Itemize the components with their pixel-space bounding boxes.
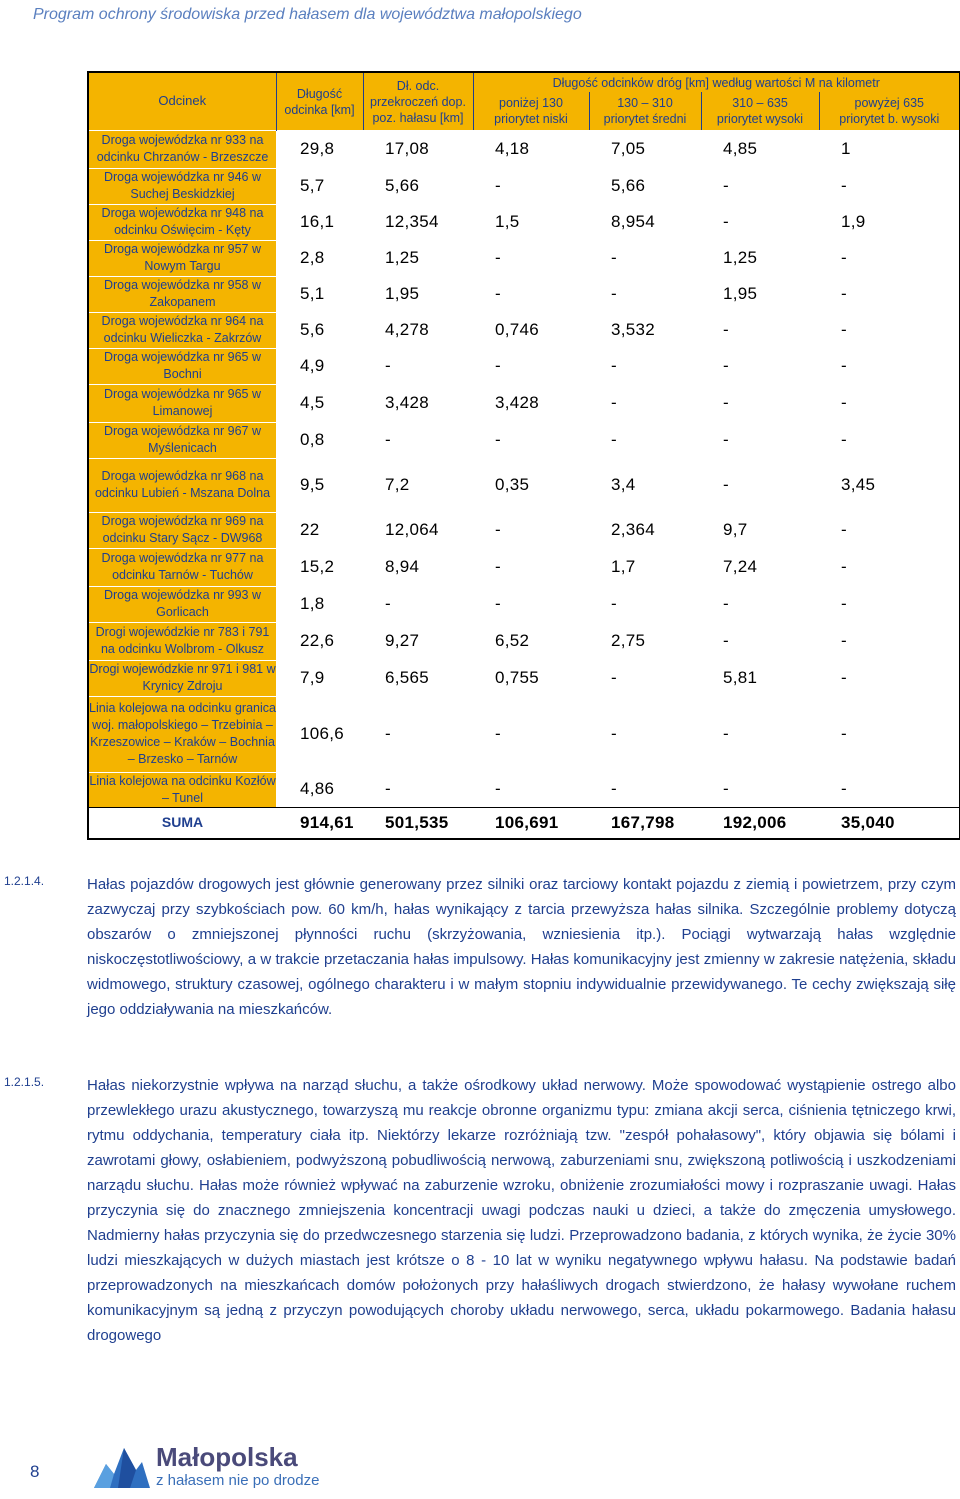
- table-row: [88, 622, 960, 660]
- row-value: -: [611, 356, 617, 375]
- row-value: 1,95: [385, 284, 420, 303]
- row-value: -: [841, 356, 847, 375]
- row-name: Linia kolejowa na odcinku granica woj. małopolskiego – Trzebinia – Krzeszowice – Kraków – Bochnia – Brzesko – Tarnów: [88, 696, 276, 772]
- header-band-1: [473, 92, 589, 130]
- row-value: -: [723, 320, 729, 339]
- logo-title: Małopolska: [156, 1442, 298, 1472]
- paragraph-number: 1.2.1.4.: [4, 874, 45, 888]
- row-value: -: [495, 430, 501, 449]
- table-row: [88, 512, 960, 548]
- row-value: 2,8: [300, 248, 325, 267]
- row-name: Droga wojewódzka nr 965 w Limanowej: [88, 384, 276, 422]
- row-value: -: [385, 724, 391, 743]
- band-range: 130 – 310: [617, 96, 673, 110]
- row-value: 17,08: [385, 139, 430, 158]
- row-value: -: [495, 724, 501, 743]
- header-przekroczen: Dł. odc. przekroczeń dop. poz. hałasu [km]: [363, 72, 473, 130]
- row-value: -: [841, 520, 847, 539]
- row-value: -: [495, 557, 501, 576]
- row-value: 1,8: [300, 594, 325, 613]
- row-value: 6,565: [385, 668, 430, 687]
- row-value: 8,94: [385, 557, 420, 576]
- row-value: -: [841, 176, 847, 195]
- band-range: poniżej 130: [499, 96, 563, 110]
- header-group: Długość odcinków dróg [km] według wartości M na kilometr: [473, 72, 960, 92]
- row-value: -: [841, 430, 847, 449]
- row-value: 4,85: [723, 139, 758, 158]
- row-value: -: [841, 393, 847, 412]
- row-value: -: [385, 779, 391, 799]
- row-value: -: [841, 779, 847, 799]
- sum-value: 501,535: [363, 807, 473, 839]
- row-name: Droga wojewódzka nr 968 na odcinku Lubień - Mszana Dolna: [88, 458, 276, 512]
- row-value: 15,2: [300, 557, 335, 576]
- sum-value: 35,040: [819, 807, 960, 839]
- page-header-title: Program ochrony środowiska przed hałasem dla województwa małopolskiego: [33, 6, 582, 23]
- paragraph: Hałas niekorzystnie wpływa na narząd słuchu, a także ośrodkowy układ nerwowy. Może spowodować wystąpienie ostrego albo przewlekłego urazu akustycznego, towarzyszą mu reakcje obronne organizmu typu: zmiana akcji serca, ciśnienia tętniczego krwi, rytmu oddychania, temperatury ciała itp. Niektórzy lekarze rozróżniają tzw. "zespół pohałasowy", który objawia się bólami i zawrotami głowy, osłabieniem, podwyższoną pobudliwością nerwową, zaburzeniami snu, zwiększoną potliwością i uszkodzeniami narządu słuchu. Hałas może również wpływać na zaburzenie wzroku, obniżenie zrozumiałości mowy i rozpraszanie uwagi. Hałas przyczynia się do znacznego zmniejszenia koncentracji uwagi podczas nauki u dzieci, a także do zmęczenia umysłowego. Nadmierny hałas przyczynia się do przedwczesnego starzenia się ludzi. Przeprowadzono badania, z których wynika, że życie 30% ludzi mieszkających w dużych miastach jest krótsze o 8 - 10 lat w wyniku negatywnego wpływu hałasu. Na podstawie badań przeprowadzonych na mieszkańcach domów położonych przy hałaśliwych drogach stwierdzono, że hałasy wywołane ruchem komunikacyjnym są jedną z przyczyn powodujących choroby układu nerwowego, serca, układu pokarmowego. Badania hałasu drogowego: [87, 1077, 956, 1344]
- row-value: -: [611, 668, 617, 687]
- row-value: 22: [300, 520, 320, 539]
- noise-table: [87, 71, 960, 840]
- row-value: 8,954: [611, 212, 656, 231]
- band-range: powyżej 635: [854, 96, 925, 110]
- row-value: 7,05: [611, 139, 646, 158]
- row-value: 1,5: [495, 212, 520, 231]
- table-row: [88, 168, 960, 204]
- row-value: -: [495, 594, 501, 613]
- band-priority: priorytet niski: [494, 112, 568, 126]
- row-value: 22,6: [300, 631, 335, 650]
- row-name: Droga wojewódzka nr 993 w Gorlicach: [88, 586, 276, 622]
- sum-value: 106,691: [473, 807, 589, 839]
- table-row: [88, 696, 960, 772]
- row-value: 3,428: [495, 393, 540, 412]
- row-value: 0,35: [495, 475, 530, 494]
- row-name: Droga wojewódzka nr 946 w Suchej Beskidzkiej: [88, 168, 276, 204]
- row-value: 0,746: [495, 320, 540, 339]
- row-value: -: [723, 594, 729, 613]
- row-value: -: [611, 393, 617, 412]
- row-value: -: [495, 779, 501, 799]
- row-value: -: [723, 393, 729, 412]
- table-row: [88, 548, 960, 586]
- row-name: Droga wojewódzka nr 948 na odcinku Oświęcim - Kęty: [88, 204, 276, 240]
- sum-value: 167,798: [589, 807, 701, 839]
- paragraph: Hałas pojazdów drogowych jest głównie generowany przez silniki oraz tarciowy kontakt pojazdu z ziemią i powietrzem, przy czym zazwyczaj przy szybkościach pow. 60 km/h, hałas wynikający z tarcia przewyższa hałas silnika. Szczególnie problemy dotyczą obszarów o zmniejszonej płynności ruchu (skrzyżowania, wzniesienia itp.). Pociągi wytwarzają hałas względnie niskoczęstotliwościowy, a w trakcie przetaczania hałas impulsowy. Hałas komunikacyjny jest zmienny w zakresie natężenia, składu widmowego, struktury czasowej, ogólnego charakteru i w małym stopniu indywidualnie przewidywanego. Te cechy zwiększają siłę jego oddziaływania na mieszkańców.: [87, 876, 956, 1018]
- row-value: -: [841, 668, 847, 687]
- row-name: Droga wojewódzka nr 969 na odcinku Stary Sącz - DW968: [88, 512, 276, 548]
- row-value: -: [611, 724, 617, 743]
- row-value: -: [385, 356, 391, 375]
- row-name: Droga wojewódzka nr 965 w Bochni: [88, 348, 276, 384]
- row-value: 9,5: [300, 475, 325, 494]
- row-value: 5,66: [611, 176, 646, 195]
- row-value: 5,1: [300, 284, 325, 303]
- header-dlugosc: Długość odcinka [km]: [276, 72, 363, 130]
- table-body: [88, 130, 960, 839]
- table-row: [88, 240, 960, 276]
- table-row: [88, 204, 960, 240]
- row-name: Droga wojewódzka nr 958 w Zakopanem: [88, 276, 276, 312]
- band-range: 310 – 635: [732, 96, 788, 110]
- logo-subtitle: z hałasem nie po drodze: [156, 1472, 320, 1489]
- row-value: -: [841, 320, 847, 339]
- row-value: -: [495, 520, 501, 539]
- table-row: [88, 312, 960, 348]
- sum-value: 914,61: [276, 807, 363, 839]
- row-value: -: [495, 248, 501, 267]
- band-priority: priorytet b. wysoki: [839, 112, 940, 126]
- row-value: 106,6: [300, 724, 345, 743]
- row-value: -: [841, 724, 847, 743]
- noise-table-wrapper: [87, 71, 960, 840]
- row-name: Droga wojewódzka nr 957 w Nowym Targu: [88, 240, 276, 276]
- paragraph-number: 1.2.1.5.: [4, 1075, 45, 1089]
- logo-icon: [92, 1440, 152, 1492]
- row-value: -: [723, 356, 729, 375]
- table-row: [88, 586, 960, 622]
- header-band-3: [701, 92, 819, 130]
- row-value: 3,532: [611, 320, 656, 339]
- header-band-4: [819, 92, 960, 130]
- row-value: 4,9: [300, 356, 325, 375]
- row-value: 4,278: [385, 320, 430, 339]
- row-value: 9,27: [385, 631, 420, 650]
- row-value: -: [611, 430, 617, 449]
- row-value: -: [723, 212, 729, 231]
- row-value: -: [723, 631, 729, 650]
- row-value: 3,4: [611, 475, 636, 494]
- row-name: Drogi wojewódzkie nr 971 i 981 w Krynicy Zdroju: [88, 660, 276, 696]
- row-value: -: [723, 475, 729, 494]
- row-value: 3,428: [385, 393, 430, 412]
- row-value: -: [495, 356, 501, 375]
- row-name: Droga wojewódzka nr 977 na odcinku Tarnów - Tuchów: [88, 548, 276, 586]
- row-value: -: [385, 430, 391, 449]
- row-value: -: [495, 176, 501, 195]
- row-value: 0,8: [300, 430, 325, 449]
- sum-label: SUMA: [88, 807, 276, 839]
- row-value: 1,95: [723, 284, 758, 303]
- row-value: 1,7: [611, 557, 636, 576]
- row-value: -: [841, 248, 847, 267]
- row-value: 7,24: [723, 557, 758, 576]
- row-name: Droga wojewódzka nr 964 na odcinku Wieliczka - Zakrzów: [88, 312, 276, 348]
- row-value: -: [385, 594, 391, 613]
- row-value: -: [723, 430, 729, 449]
- row-value: 4,5: [300, 393, 325, 412]
- table-row: [88, 348, 960, 384]
- row-value: 1: [841, 139, 851, 158]
- sum-row: [88, 807, 960, 839]
- row-name: Drogi wojewódzkie nr 783 i 791 na odcinku Wolbrom - Olkusz: [88, 622, 276, 660]
- row-value: 7,2: [385, 475, 410, 494]
- header-odcinek: Odcinek: [88, 72, 276, 130]
- row-value: 7,9: [300, 668, 325, 687]
- table-row: [88, 384, 960, 422]
- row-name: Droga wojewódzka nr 933 na odcinku Chrzanów - Brzeszcze: [88, 130, 276, 168]
- row-value: 4,86: [300, 779, 335, 799]
- table-row: [88, 772, 960, 807]
- row-value: -: [611, 594, 617, 613]
- row-value: -: [841, 557, 847, 576]
- page-number: 8: [30, 1462, 40, 1481]
- row-value: 1,25: [723, 248, 758, 267]
- row-value: 5,81: [723, 668, 758, 687]
- table-row: [88, 422, 960, 458]
- table-row: [88, 130, 960, 168]
- row-value: 3,45: [841, 475, 876, 494]
- table-row: [88, 458, 960, 512]
- row-value: 4,18: [495, 139, 530, 158]
- header-band-2: [589, 92, 701, 130]
- row-value: 12,354: [385, 212, 439, 231]
- row-value: 1,25: [385, 248, 420, 267]
- row-value: -: [841, 594, 847, 613]
- band-priority: priorytet wysoki: [716, 112, 804, 126]
- row-value: -: [611, 284, 617, 303]
- row-value: 5,6: [300, 320, 325, 339]
- row-value: -: [611, 248, 617, 267]
- row-value: -: [841, 284, 847, 303]
- sum-value: 192,006: [701, 807, 819, 839]
- row-value: -: [841, 631, 847, 650]
- row-value: 12,064: [385, 520, 439, 539]
- band-priority: priorytet średni: [603, 112, 687, 126]
- row-value: 2,75: [611, 631, 646, 650]
- row-name: Linia kolejowa na odcinku Kozłów – Tunel: [88, 772, 276, 807]
- row-value: 2,364: [611, 520, 656, 539]
- row-value: 16,1: [300, 212, 335, 231]
- row-value: -: [495, 284, 501, 303]
- row-value: 6,52: [495, 631, 530, 650]
- row-value: -: [723, 779, 729, 799]
- row-value: 1,9: [841, 212, 866, 231]
- row-value: -: [611, 779, 617, 799]
- row-value: 0,755: [495, 668, 540, 687]
- malopolska-logo: [92, 1440, 332, 1492]
- row-value: 9,7: [723, 520, 748, 539]
- row-value: 29,8: [300, 139, 335, 158]
- row-value: 5,66: [385, 176, 420, 195]
- row-value: 5,7: [300, 176, 325, 195]
- row-value: -: [723, 724, 729, 743]
- table-row: [88, 276, 960, 312]
- row-name: Droga wojewódzka nr 967 w Myślenicach: [88, 422, 276, 458]
- table-row: [88, 660, 960, 696]
- row-value: -: [723, 176, 729, 195]
